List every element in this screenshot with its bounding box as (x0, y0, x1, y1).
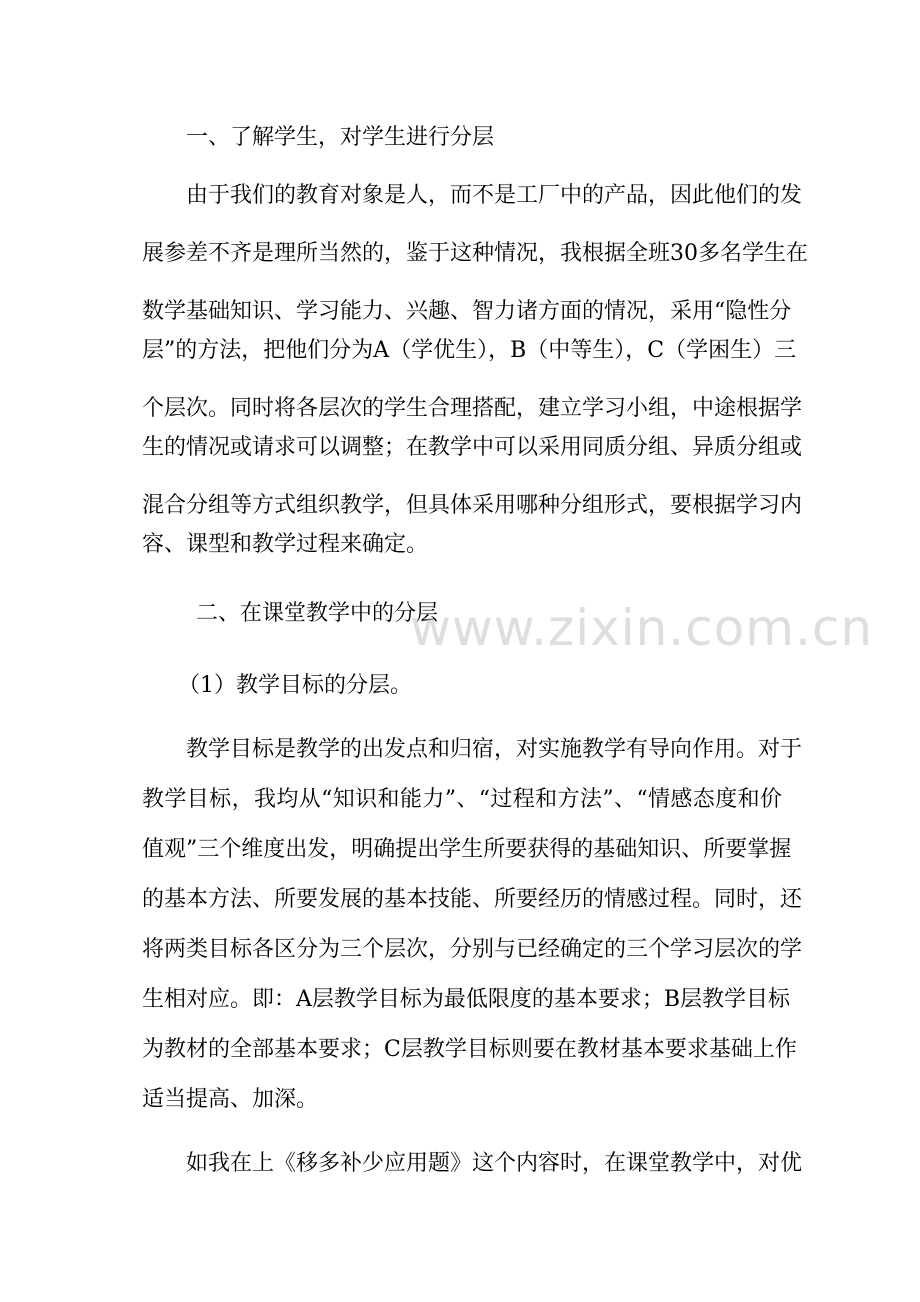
section1-paragraph-line: 层”的方法，把他们分为A（学优生），B（中等生），C（学困生）三 (142, 338, 797, 363)
watermark: www.zixin.com.cn (410, 599, 874, 657)
section1-paragraph-line: 混合分组等方式组织教学，但具体采用哪种分组形式，要根据学习内 (142, 493, 803, 518)
section1-paragraph-line: 由于我们的教育对象是人，而不是工厂中的产品，因此他们的发 (186, 183, 803, 208)
section2-subheading: （1）教学目标的分层。 (178, 673, 412, 698)
section2-paragraph-line: 为教材的全部基本要求；C层教学目标则要在教材基本要求基础上作 (142, 1037, 797, 1062)
section2-paragraph-line: 教学目标是教学的出发点和归宿，对实施教学有导向作用。对于 (186, 737, 803, 762)
section2-paragraph-line: 生相对应。即：A层教学目标为最低限度的基本要求；B层教学目标 (142, 987, 791, 1012)
section2-paragraph-line: 的基本方法、所要发展的基本技能、所要经历的情感过程。同时，还 (142, 887, 803, 912)
section1-paragraph-line: 数学基础知识、学习能力、兴趣、智力诸方面的情况，采用“隐性分 (142, 299, 792, 324)
section2-paragraph-line: 将两类目标各区分为三个层次，分别与已经确定的三个学习层次的学 (142, 937, 803, 962)
section1-heading: 一、了解学生，对学生进行分层 (186, 125, 495, 150)
section2-paragraph-line: 值观”三个维度出发，明确提出学生所要获得的基础知识、所要掌握 (142, 837, 792, 862)
section1-paragraph-line: 生的情况或请求可以调整；在教学中可以采用同质分组、异质分组或 (142, 435, 803, 460)
section1-paragraph-line: 个层次。同时将各层次的学生合理搭配，建立学习小组，中途根据学 (142, 396, 803, 421)
section2-paragraph-line: 教学目标，我均从“知识和能力”、“过程和方法”、“情感态度和价 (142, 787, 782, 812)
section1-paragraph-line: 容、课型和教学过程来确定。 (142, 532, 429, 557)
section2-heading: 二、在课堂教学中的分层 (196, 601, 439, 626)
section2-paragraph2-line: 如我在上《移多补少应用题》这个内容时，在课堂教学中，对优 (186, 1151, 803, 1176)
section1-paragraph-line: 展参差不齐是理所当然的，鉴于这种情况，我根据全班30多名学生在 (142, 241, 808, 266)
section2-paragraph-line: 适当提高、加深。 (142, 1087, 319, 1112)
